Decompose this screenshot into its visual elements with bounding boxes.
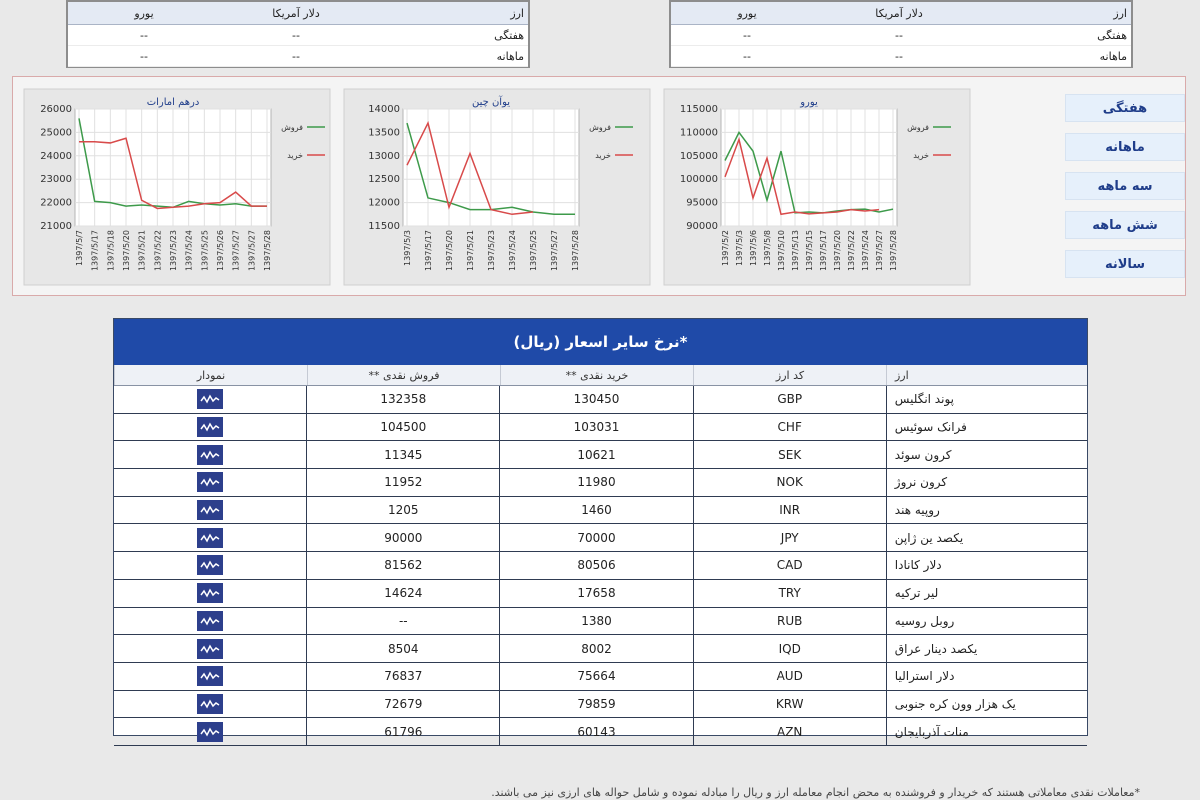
x-tick-label: 1397/5/25 — [200, 230, 210, 272]
cash-sell: 104500 — [306, 414, 499, 441]
rates-row — [114, 580, 1087, 608]
x-tick-label: 1397/5/13 — [791, 230, 800, 272]
rates-row — [114, 386, 1087, 414]
x-tick-label: 1397/5/23 — [487, 230, 496, 272]
mini-cell: -- — [140, 49, 148, 63]
y-tick-label: 115000 — [679, 104, 718, 115]
cash-sell: 72679 — [306, 691, 499, 718]
mini-cell: -- — [292, 49, 300, 63]
y-tick-label: 23000 — [40, 174, 72, 186]
rates-header-code: کد ارز — [693, 365, 886, 385]
cash-buy: 80506 — [499, 552, 692, 579]
currency-name: فرانک سوئیس — [886, 414, 1087, 441]
cash-sell: 11952 — [306, 469, 499, 496]
x-tick-label: 1397/5/21 — [137, 230, 147, 272]
mini-cell: -- — [743, 49, 751, 63]
x-tick-label: 1397/5/15 — [805, 230, 814, 272]
rates-row — [114, 608, 1087, 636]
mini-cell: هفتگی — [494, 28, 524, 42]
legend-label-buy: خرید — [913, 151, 929, 160]
cash-sell: 1205 — [306, 497, 499, 524]
x-tick-label: 1397/5/26 — [216, 230, 225, 272]
cash-buy: 1460 — [499, 497, 692, 524]
mini-cell: ماهانه — [496, 49, 524, 63]
chart-cell — [114, 580, 306, 607]
currency-name: پوند انگلیس — [886, 386, 1087, 413]
mini-header-euro: یورو — [134, 6, 154, 20]
y-tick-label: 12000 — [368, 197, 400, 209]
x-tick-label: 1397/5/6 — [749, 230, 758, 266]
y-tick-label: 13500 — [368, 127, 400, 139]
cash-sell: 90000 — [306, 524, 499, 551]
x-tick-label: 1397/5/17 — [819, 230, 828, 272]
charts-panel — [12, 76, 1186, 296]
chart-cell — [114, 497, 306, 524]
mini-table-left — [66, 0, 530, 68]
mini-cell: هفتگی — [1097, 28, 1127, 42]
period-button-6months[interactable]: شش ماهه — [1065, 211, 1185, 239]
line-chart-icon[interactable] — [197, 639, 223, 659]
currency-name: یک هزار وون کره جنوبی — [886, 691, 1087, 718]
rates-row — [114, 691, 1087, 719]
currency-name: دلار استرالیا — [886, 663, 1087, 690]
currency-code: GBP — [693, 386, 886, 413]
y-tick-label: 12500 — [368, 174, 400, 186]
legend-label-sell: فروش — [907, 123, 929, 132]
cash-buy: 103031 — [499, 414, 692, 441]
line-chart-icon[interactable] — [197, 583, 223, 603]
y-tick-label: 105000 — [679, 150, 718, 162]
line-chart-icon[interactable] — [197, 528, 223, 548]
chart-cell — [114, 414, 306, 441]
x-tick-label: 1397/5/8 — [763, 230, 772, 266]
rates-row — [114, 414, 1087, 442]
rates-panel — [113, 318, 1088, 739]
y-tick-label: 21000 — [40, 221, 72, 232]
chart-cell — [114, 691, 306, 718]
cash-buy: 130450 — [499, 386, 692, 413]
currency-name: دلار کانادا — [886, 552, 1087, 579]
cash-sell: -- — [306, 608, 499, 635]
currency-code: NOK — [693, 469, 886, 496]
cash-buy: 79859 — [499, 691, 692, 718]
cash-sell: 14624 — [306, 580, 499, 607]
x-tick-label: 1397/5/20 — [122, 230, 131, 272]
mini-header-euro: یورو — [737, 6, 757, 20]
currency-name: روپیه هند — [886, 497, 1087, 524]
legend-label-buy: خرید — [595, 151, 611, 160]
rates-row — [114, 552, 1087, 580]
y-tick-label: 95000 — [686, 197, 718, 209]
rates-header-currency: ارز — [886, 365, 1087, 385]
x-tick-label: 1397/5/27 — [247, 229, 257, 272]
chart-cell — [114, 663, 306, 690]
cash-sell: 61796 — [306, 718, 499, 745]
cash-sell: 76837 — [306, 663, 499, 690]
line-chart-icon[interactable] — [197, 555, 223, 575]
legend-label-sell: فروش — [281, 123, 303, 132]
x-tick-label: 1397/5/25 — [529, 230, 538, 272]
rates-header-chart: نمودار — [114, 365, 307, 385]
currency-code: TRY — [693, 580, 886, 607]
cash-buy: 60143 — [499, 718, 692, 745]
currency-name: لیر ترکیه — [886, 580, 1087, 607]
y-tick-label: 26000 — [40, 104, 72, 115]
mini-cell: -- — [292, 28, 300, 42]
currency-name: کرون نروژ — [886, 469, 1087, 496]
mini-table-right — [669, 0, 1133, 68]
x-tick-label: 1397/5/27 — [550, 230, 559, 272]
line-chart-icon[interactable] — [197, 472, 223, 492]
mini-header-currency: ارز — [510, 6, 524, 20]
cash-buy: 75664 — [499, 663, 692, 690]
cash-sell: 8504 — [306, 635, 499, 662]
rates-row — [114, 469, 1087, 497]
line-chart-icon[interactable] — [197, 694, 223, 714]
currency-name: منات آذربایجان — [886, 718, 1087, 745]
y-tick-label: 25000 — [40, 127, 72, 139]
cash-buy: 1380 — [499, 608, 692, 635]
chart-cell — [114, 469, 306, 496]
currency-code: JPY — [693, 524, 886, 551]
rates-header-buy: خرید نقدی ** — [500, 365, 693, 385]
cash-sell: 81562 — [306, 552, 499, 579]
period-button-monthly[interactable]: ماهانه — [1065, 133, 1185, 161]
cash-sell: 132358 — [306, 386, 499, 413]
mini-table-header — [68, 2, 528, 25]
footnote: *معاملات نقدی معاملاتی هستند که خریدار و فروشنده به محض انجام معامله ارز و ریال را مبادله نموده و شامل حواله های ارزی نیز می باشند. — [491, 786, 1140, 799]
x-tick-label: 1397/5/17 — [424, 230, 433, 272]
charts-svg — [13, 77, 1185, 295]
currency-code: AZN — [693, 718, 886, 745]
chart-cell — [114, 718, 306, 745]
y-tick-label: 11500 — [368, 221, 400, 232]
cash-buy: 11980 — [499, 469, 692, 496]
mini-header-usd: دلار آمریکا — [272, 6, 320, 20]
currency-code: SEK — [693, 441, 886, 468]
rates-row — [114, 663, 1087, 691]
mini-header-currency: ارز — [1113, 6, 1127, 20]
line-chart-icon[interactable] — [197, 445, 223, 465]
x-tick-label: 1397/5/28 — [571, 230, 580, 272]
currency-code: IQD — [693, 635, 886, 662]
cash-sell: 11345 — [306, 441, 499, 468]
x-tick-label: 1397/5/24 — [508, 230, 517, 272]
x-tick-label: 1397/5/18 — [106, 230, 116, 272]
rates-body — [114, 386, 1087, 746]
x-tick-label: 1397/5/22 — [847, 230, 856, 272]
cash-buy: 8002 — [499, 635, 692, 662]
chart-cell — [114, 386, 306, 413]
period-button-yearly[interactable]: سالانه — [1065, 250, 1185, 278]
mini-cell: ماهانه — [1099, 49, 1127, 63]
cash-buy: 70000 — [499, 524, 692, 551]
line-chart-icon[interactable] — [197, 417, 223, 437]
x-tick-label: 1397/5/3 — [735, 230, 744, 266]
rates-header-row — [114, 365, 1087, 386]
y-tick-label: 90000 — [686, 221, 718, 232]
x-tick-label: 1397/5/17 — [90, 230, 100, 272]
x-tick-label: 1397/5/27 — [875, 230, 884, 272]
mini-row-weekly — [671, 25, 1131, 46]
x-tick-label: 1397/5/10 — [777, 230, 786, 272]
mini-row-monthly — [671, 46, 1131, 67]
currency-code: CAD — [693, 552, 886, 579]
mini-row-weekly — [68, 25, 528, 46]
chart-title: یورو — [800, 97, 818, 108]
currency-name: یکصد ین ژاپن — [886, 524, 1087, 551]
y-tick-label: 13000 — [368, 150, 400, 162]
mini-cell: -- — [743, 28, 751, 42]
rates-title: نرخ سایر اسعار (ریال)* — [114, 319, 1087, 365]
currency-code: CHF — [693, 414, 886, 441]
line-chart-icon[interactable] — [197, 666, 223, 686]
x-tick-label: 1397/5/20 — [445, 230, 454, 272]
x-tick-label: 1397/5/21 — [466, 230, 475, 272]
rates-header-sell: فروش نقدی ** — [307, 365, 500, 385]
currency-code: KRW — [693, 691, 886, 718]
mini-cell: -- — [895, 49, 903, 63]
y-tick-label: 14000 — [368, 104, 400, 115]
currency-code: AUD — [693, 663, 886, 690]
mini-header-usd: دلار آمریکا — [875, 6, 923, 20]
currency-name: یکصد دینار عراق — [886, 635, 1087, 662]
chart-title: یوآن چین — [471, 97, 511, 108]
chart-cell — [114, 441, 306, 468]
cash-buy: 17658 — [499, 580, 692, 607]
period-button-weekly[interactable]: هفتگی — [1065, 94, 1185, 122]
chart-cell — [114, 608, 306, 635]
mini-cell: -- — [895, 28, 903, 42]
line-chart-icon[interactable] — [197, 500, 223, 520]
line-chart-icon[interactable] — [197, 722, 223, 742]
currency-code: INR — [693, 497, 886, 524]
chart-cell — [114, 635, 306, 662]
currency-code: RUB — [693, 608, 886, 635]
x-tick-label: 1397/5/20 — [833, 230, 842, 272]
chart-cell — [114, 524, 306, 551]
x-tick-label: 1397/5/28 — [263, 230, 272, 272]
y-tick-label: 24000 — [40, 150, 72, 162]
y-tick-label: 22000 — [40, 197, 72, 209]
rates-row — [114, 635, 1087, 663]
x-tick-label: 1397/5/3 — [403, 230, 412, 266]
legend-label-buy: خرید — [287, 151, 303, 160]
x-tick-label: 1397/5/24 — [861, 230, 870, 272]
rates-row — [114, 441, 1087, 469]
x-tick-label: 1397/5/22 — [153, 230, 163, 272]
y-tick-label: 100000 — [679, 174, 718, 186]
x-tick-label: 1397/5/28 — [889, 230, 898, 272]
x-tick-label: 1397/5/27 — [231, 230, 241, 272]
x-tick-label: 1397/5/23 — [169, 230, 178, 272]
line-chart-icon[interactable] — [197, 389, 223, 409]
rates-row — [114, 718, 1087, 746]
mini-cell: -- — [140, 28, 148, 42]
currency-name: روبل روسیه — [886, 608, 1087, 635]
currency-name: کرون سوئد — [886, 441, 1087, 468]
chart-cell — [114, 552, 306, 579]
chart-title: درهم امارات — [146, 97, 200, 108]
rates-row — [114, 524, 1087, 552]
line-chart-icon[interactable] — [197, 611, 223, 631]
rates-row — [114, 497, 1087, 525]
cash-buy: 10621 — [499, 441, 692, 468]
y-tick-label: 110000 — [679, 127, 718, 139]
mini-row-monthly — [68, 46, 528, 67]
mini-table-header — [671, 2, 1131, 25]
legend-label-sell: فروش — [589, 123, 611, 132]
period-button-3months[interactable]: سه ماهه — [1065, 172, 1185, 200]
x-tick-label: 1397/5/24 — [184, 230, 194, 272]
x-tick-label: 1397/5/7 — [75, 230, 84, 266]
x-tick-label: 1397/5/2 — [721, 230, 730, 266]
